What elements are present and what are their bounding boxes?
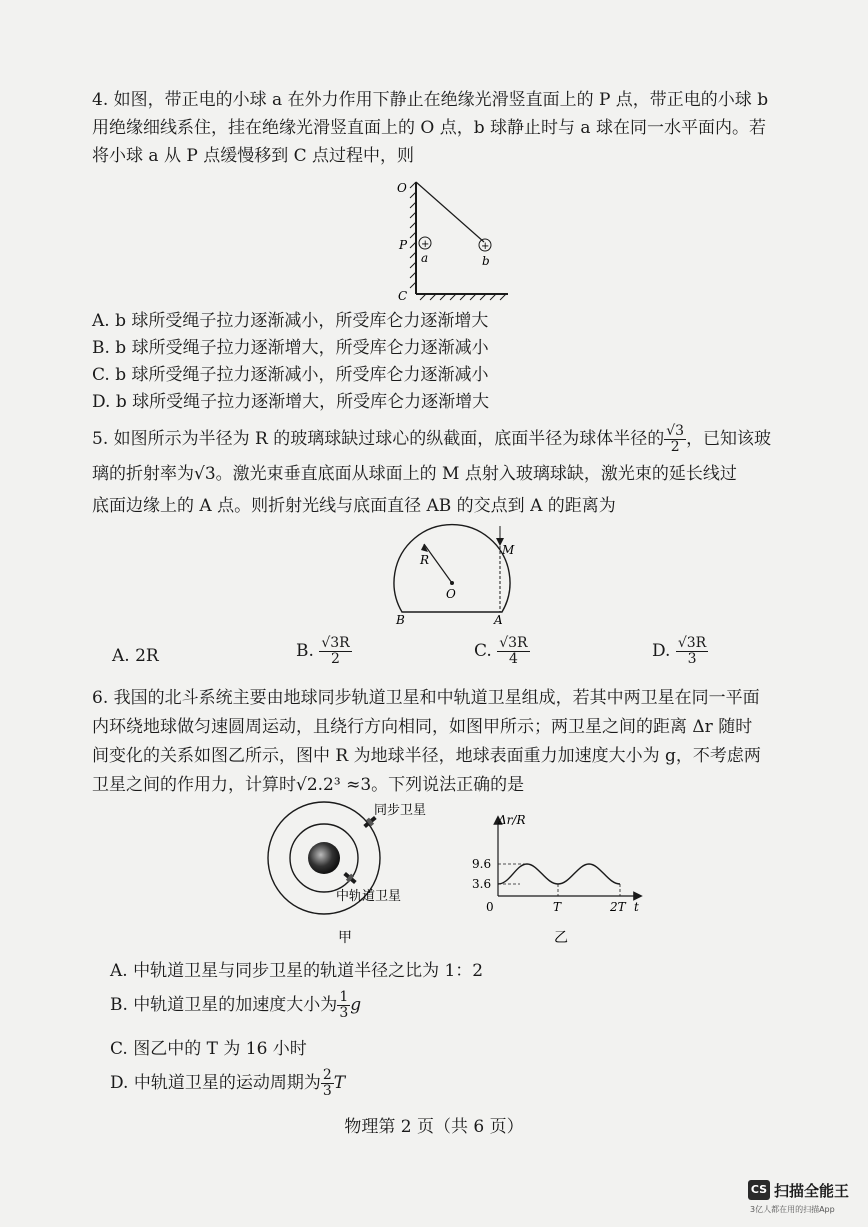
q5-option-d-num: √3R <box>677 635 707 651</box>
q6-option-b-den: 3 <box>339 1005 349 1021</box>
scanner-badge-icon: CS <box>748 1180 770 1200</box>
q6-xlabel: t <box>634 900 639 914</box>
scanner-tagline: 3亿人都在用的扫描App <box>750 1205 835 1214</box>
q5-label-b: B <box>396 613 405 627</box>
q6-option-a: A. 中轨道卫星与同步卫星的轨道半径之比为 1：2 <box>110 961 484 981</box>
q6-option-d <box>110 1068 345 1099</box>
q4-option-c: C. b 球所受绳子拉力逐渐减小，所受库仑力逐渐减小 <box>92 365 489 385</box>
q5-option-b-num: √3R <box>321 635 350 651</box>
q5-fraction <box>664 424 686 455</box>
q5-frac-num: √3 <box>666 423 685 439</box>
q6-line-2: 内环绕地球做匀速圆周运动，且绕行方向相同，如图甲所示；两卫星之间的距离 Δr 随时 <box>92 717 753 737</box>
question-6 <box>92 684 802 800</box>
q6-caption-jia: 甲 <box>338 930 352 946</box>
q5-option-b-frac <box>319 636 351 667</box>
q5-label-r: R <box>420 553 430 567</box>
q6-mid-label: 中轨道卫星 <box>336 889 402 904</box>
q5-option-a: A. 2R <box>112 646 159 666</box>
q4-plus-a: + <box>421 239 430 250</box>
q6-origin: 0 <box>486 900 494 914</box>
q5-option-d-frac <box>676 636 708 667</box>
q4-label-b: b <box>482 254 490 268</box>
page-footer: 物理第 2 页（共 6 页） <box>344 1117 524 1137</box>
q6-x-tick-2t: 2T <box>610 900 626 914</box>
q5-line-1-pre: 5. 如图所示为半径为 R 的玻璃球缺过球心的纵截面，底面半径为球体半径的 <box>92 429 665 449</box>
q6-curve <box>498 864 620 884</box>
q6-y-tick-high: 9.6 <box>472 857 492 871</box>
earth-icon <box>308 842 340 874</box>
q5-label-a: A <box>494 613 503 627</box>
q5-option-c-frac <box>497 636 529 667</box>
q5-option-b <box>296 636 352 667</box>
q5-option-d <box>652 636 708 667</box>
q6-option-c: C. 图乙中的 T 为 16 小时 <box>110 1039 307 1059</box>
q4-options <box>92 308 802 416</box>
question-4 <box>92 86 802 170</box>
q6-option-d-frac <box>321 1068 334 1099</box>
q6-caption-yi: 乙 <box>554 930 568 946</box>
q5-option-c-den: 4 <box>508 651 518 667</box>
mid-satellite-icon <box>342 870 358 885</box>
q5-line-2: 璃的折射率为√3。激光束垂直底面从球面上的 M 点射入玻璃球缺，激光束的延长线过 <box>92 464 737 484</box>
q4-figure <box>390 178 520 303</box>
q6-option-d-post: T <box>333 1073 346 1093</box>
q5-line-3: 底面边缘上的 A 点。则折射光线与底面直径 AB 的交点到 A 的距离为 <box>92 496 616 516</box>
q5-line-1-post: ，已知该玻 <box>686 429 772 449</box>
q6-option-b-post: g <box>350 995 362 1015</box>
q4-option-b: B. b 球所受绳子拉力逐渐增大，所受库仑力逐渐减小 <box>92 338 489 358</box>
q6-option-b <box>110 990 361 1021</box>
q6-option-b-num: 1 <box>339 989 349 1005</box>
q4-label-o: O <box>397 181 407 195</box>
q4-label-p: P <box>399 238 408 252</box>
q5-label-o: O <box>446 587 456 601</box>
q4-line-1: 4. 如图，带正电的小球 a 在外力作用下静止在绝缘光滑竖直面上的 P 点，带正电的小球 b <box>92 90 769 110</box>
q4-label-a: a <box>421 251 429 265</box>
q6-figure-yi <box>470 812 650 950</box>
q6-sync-label: 同步卫星 <box>374 803 427 818</box>
q5-option-c-num: √3R <box>499 635 528 651</box>
q6-line-4: 卫星之间的作用力，计算时√2.2³ ≈3。下列说法正确的是 <box>92 775 525 795</box>
scanner-brand: 扫描全能王 <box>774 1182 850 1200</box>
q5-option-c-prefix: C. <box>474 641 492 661</box>
scanner-watermark <box>748 1178 858 1218</box>
q6-option-b-frac <box>337 990 350 1021</box>
q6-option-b-pre: B. 中轨道卫星的加速度大小为 <box>110 995 338 1015</box>
q4-option-d: D. b 球所受绳子拉力逐渐增大，所受库仑力逐渐增大 <box>92 392 490 412</box>
q5-line-1 <box>92 424 802 455</box>
q5-option-b-den: 2 <box>331 651 340 667</box>
q6-option-d-den: 3 <box>322 1083 332 1099</box>
q5-label-m: M <box>502 543 515 557</box>
q5-option-b-prefix: B. <box>296 641 314 661</box>
q4-label-c: C <box>398 289 408 303</box>
q6-y-tick-low: 3.6 <box>472 877 492 891</box>
q4-option-a: A. b 球所受绳子拉力逐渐减小，所受库仑力逐渐增大 <box>92 311 489 331</box>
q5-option-c <box>474 636 530 667</box>
q5-option-d-den: 3 <box>687 651 697 667</box>
q6-line-1: 6. 我国的北斗系统主要由地球同步轨道卫星和中轨道卫星组成，若其中两卫星在同一平面 <box>92 688 760 708</box>
q6-x-tick-t: T <box>553 900 562 914</box>
q5-figure <box>388 522 528 628</box>
q4-line-2: 用绝缘细线系住，挂在绝缘光滑竖直面上的 O 点，b 球静止时与 a 球在同一水平面内。若 <box>92 118 766 138</box>
q4-plus-b: + <box>481 241 490 252</box>
q6-option-d-num: 2 <box>322 1067 332 1083</box>
q6-line-3: 间变化的关系如图乙所示，图中 R 为地球半径，地球表面重力加速度大小为 g，不考虑两 <box>92 746 761 766</box>
q5-option-d-prefix: D. <box>652 641 671 661</box>
question-5 <box>92 424 802 521</box>
q6-figure-jia <box>262 800 442 950</box>
q4-line-3: 将小球 a 从 P 点缓慢移到 C 点过程中，则 <box>92 146 415 166</box>
q5-frac-den: 2 <box>670 439 680 455</box>
q6-option-d-pre: D. 中轨道卫星的运动周期为 <box>110 1073 321 1093</box>
q6-ylabel: Δr/R <box>498 813 526 827</box>
